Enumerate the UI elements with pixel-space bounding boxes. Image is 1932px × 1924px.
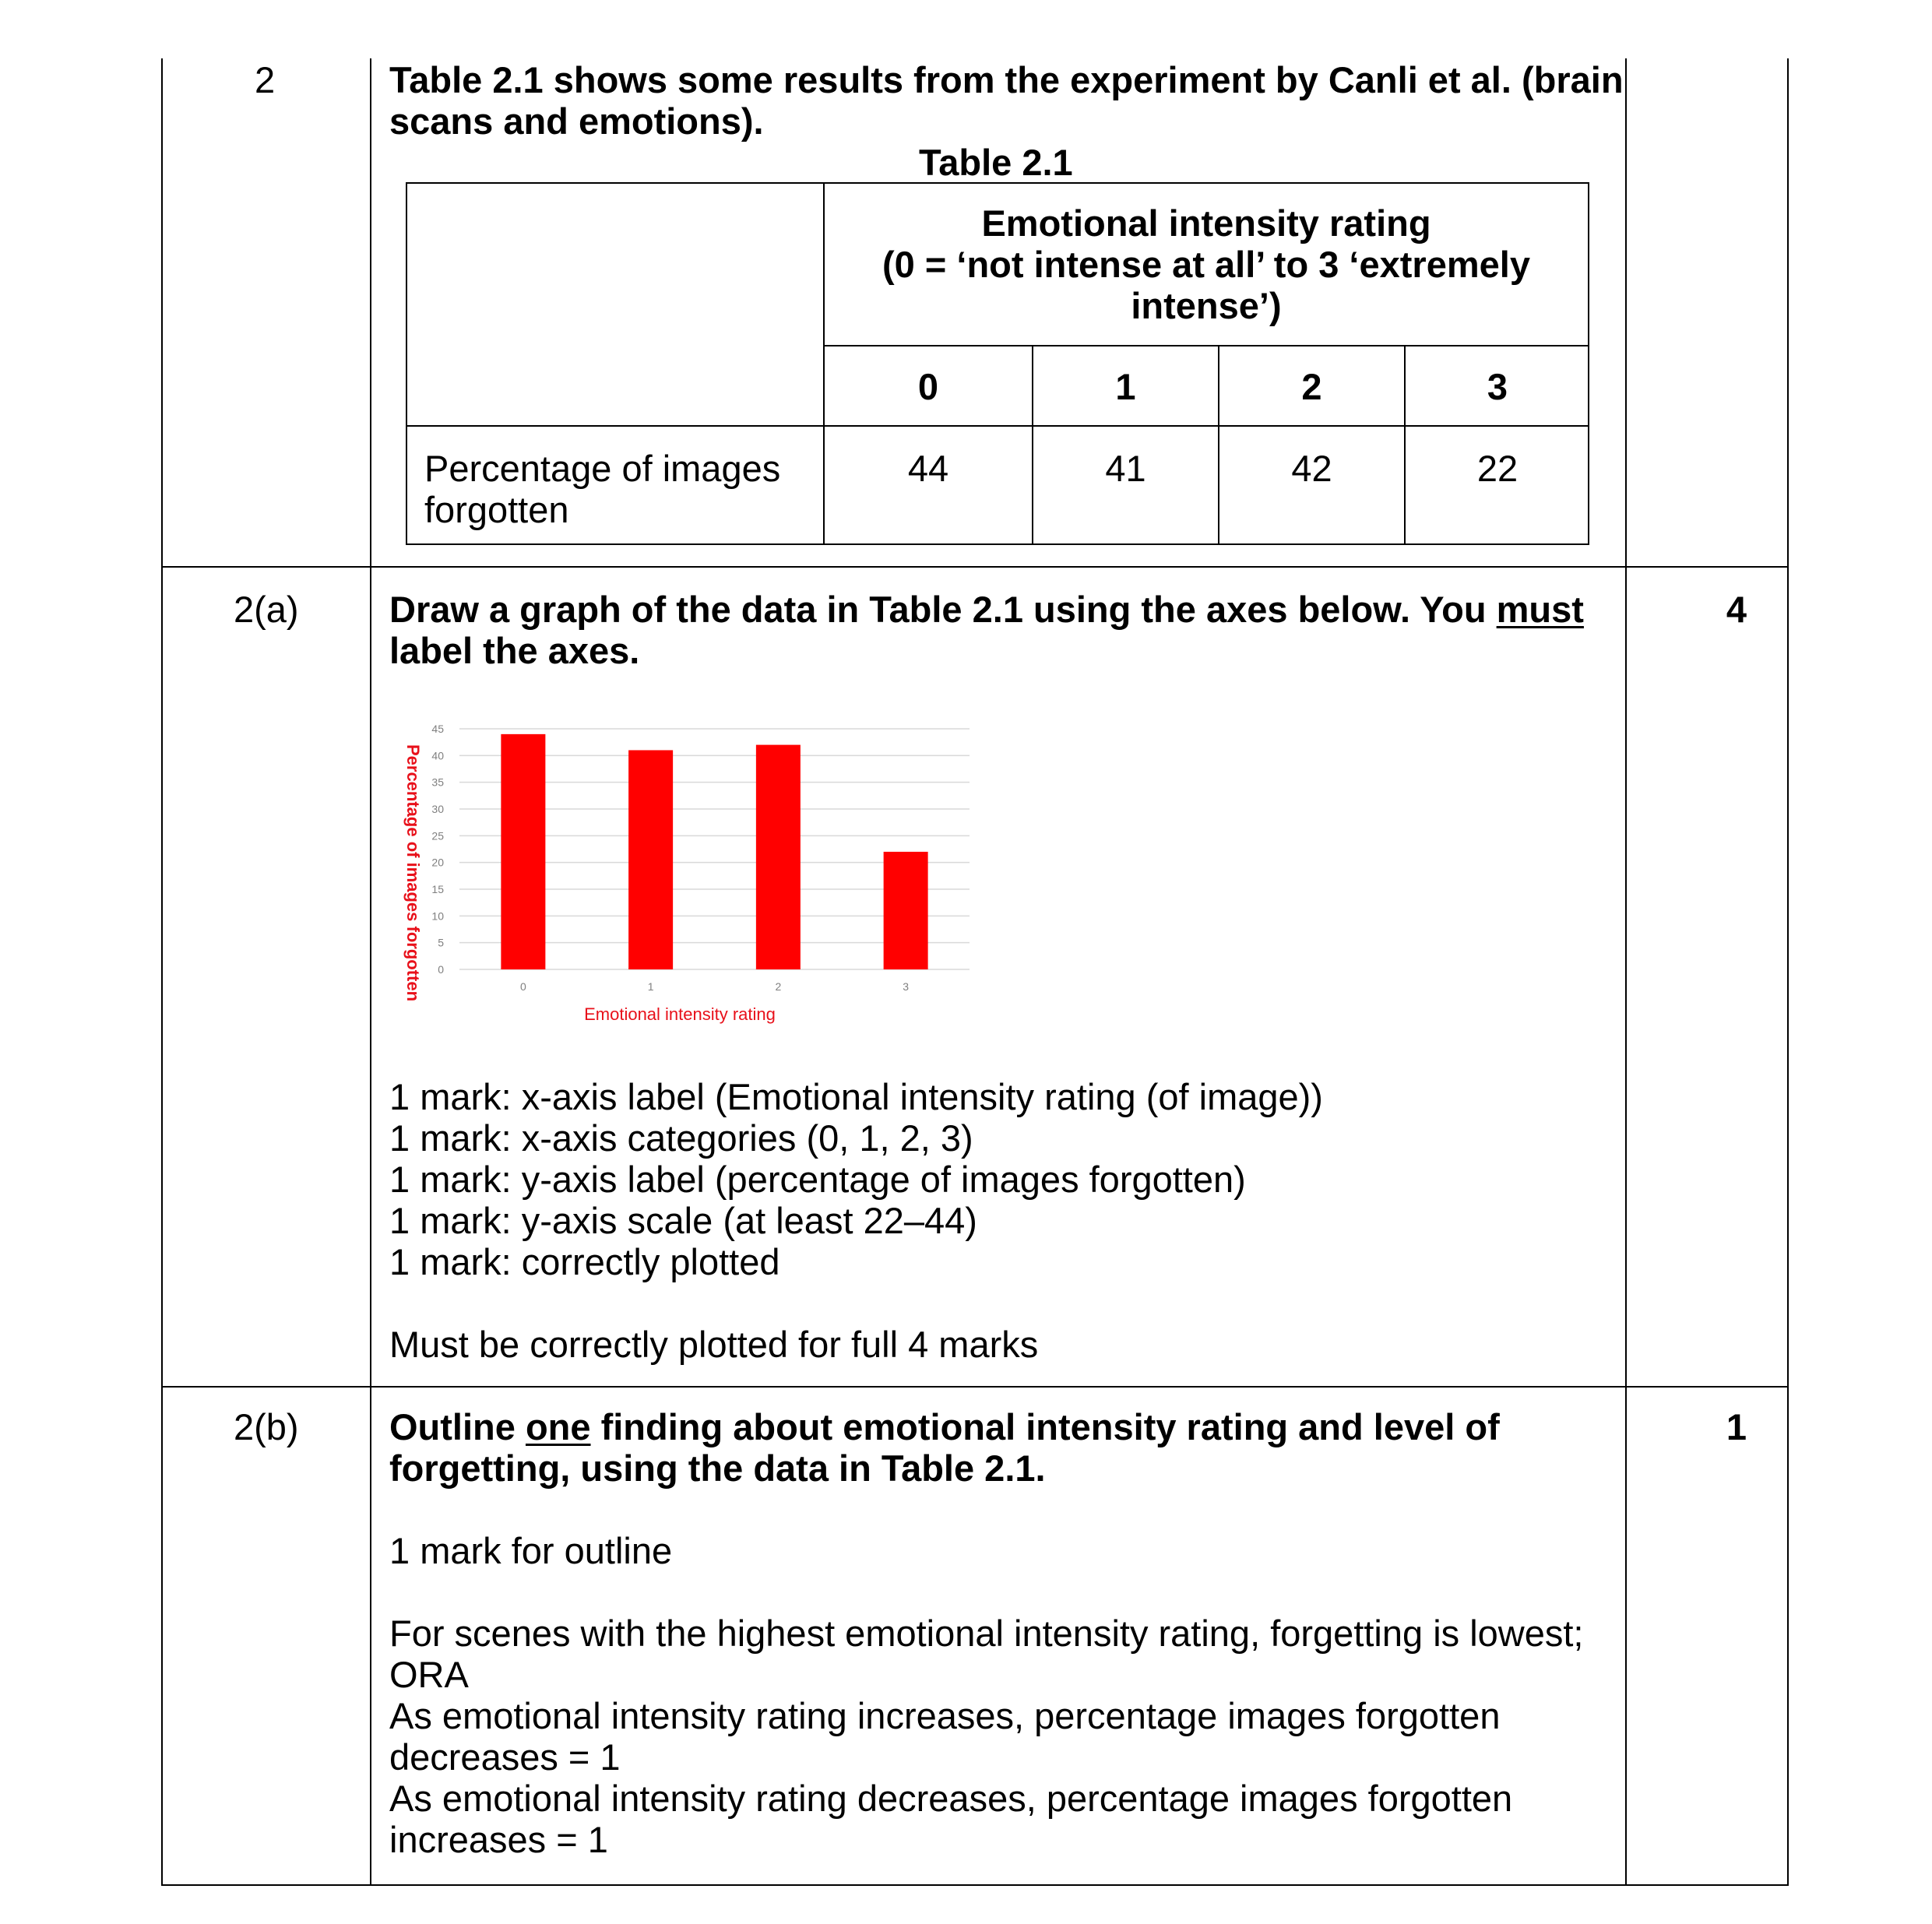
answer-line-4: decreases = 1 (389, 1736, 621, 1778)
chart-x-tick-label: 0 (519, 980, 526, 993)
chart-y-tick-label: 45 (431, 723, 444, 735)
table-caption: Table 2.1 (919, 142, 1073, 183)
chart-x-axis-label: Emotional intensity rating (584, 1004, 776, 1024)
mark-scheme-note: Must be correctly plotted for full 4 marks (389, 1324, 1039, 1365)
question-2a-stem-line1: Draw a graph of the data in Table 2.1 using the axes below. You must (389, 589, 1584, 630)
chart-y-axis-label: Percentage of images forgotten (403, 744, 423, 1002)
column-header-0: 0 (917, 366, 939, 407)
answer-line-2: ORA (389, 1654, 469, 1695)
question-number-2b: 2(b) (234, 1406, 299, 1447)
row-label-line2: forgotten (424, 489, 569, 530)
chart-y-tick-label: 5 (438, 936, 444, 949)
chart-y-tick-label: 15 (431, 883, 444, 895)
marks-2a: 4 (1726, 589, 1747, 630)
column-header-2: 2 (1301, 366, 1322, 407)
table-border-bottom (161, 1884, 1789, 1886)
chart-x-tick-label: 3 (903, 980, 910, 993)
answer-line-5: As emotional intensity rating decreases, percentage images forgotten (389, 1778, 1513, 1819)
chart-y-tick-label: 25 (431, 829, 444, 842)
table-border-left (161, 58, 163, 1886)
table-value-0: 44 (907, 448, 949, 489)
chart-y-tick-label: 30 (431, 803, 444, 815)
table-value-2: 42 (1291, 448, 1332, 489)
question-2b-stem-line2: forgetting, using the data in Table 2.1. (389, 1447, 1046, 1489)
column-header-3: 3 (1487, 366, 1508, 407)
question-2-stem-line2: scans and emotions). (389, 100, 764, 142)
chart-bar-1 (628, 750, 673, 969)
mark-scheme-line-1: 1 mark: x-axis label (Emotional intensity rating (of image)) (389, 1076, 1323, 1117)
mark-scheme-line-3: 1 mark: y-axis label (percentage of images forgotten) (389, 1159, 1246, 1200)
question-number-2: 2 (255, 59, 276, 100)
table-border-right (1787, 58, 1789, 1886)
chart-y-tick-label: 40 (431, 749, 444, 762)
guidance-2b: 1 mark for outline (389, 1530, 673, 1571)
table-header-line3: intense’) (1131, 285, 1282, 326)
chart-y-tick-label: 20 (431, 856, 444, 869)
answer-line-1: For scenes with the highest emotional intensity rating, forgetting is lowest; (389, 1613, 1584, 1654)
mark-scheme-line-4: 1 mark: y-axis scale (at least 22–44) (389, 1200, 977, 1241)
question-2-stem-line1: Table 2.1 shows some results from the experiment by Canli et al. (brain (389, 59, 1624, 100)
emphasis-one: one (525, 1406, 591, 1447)
chart-x-tick-label: 2 (775, 980, 782, 993)
chart-y-tick-label: 10 (431, 909, 444, 923)
chart-bar-2 (756, 745, 801, 969)
chart-bar-3 (884, 852, 928, 969)
table-header-line1: Emotional intensity rating (981, 202, 1431, 244)
row-label-line1: Percentage of images (424, 448, 781, 489)
table-header-line2: (0 = ‘not intense at all’ to 3 ‘extremely (882, 244, 1530, 285)
table-value-3: 22 (1476, 448, 1519, 489)
data-table-divider-header (823, 345, 1589, 346)
table-divider-number-column (370, 58, 371, 1886)
chart-y-tick-label: 35 (431, 776, 444, 789)
bar-chart (401, 715, 973, 1030)
column-header-1: 1 (1115, 366, 1136, 407)
question-number-2a: 2(a) (234, 589, 299, 630)
emphasis-must: must (1496, 589, 1584, 630)
mark-scheme-line-5: 1 mark: correctly plotted (389, 1241, 780, 1282)
data-table-divider-body (406, 425, 1589, 427)
row-divider-2b (161, 1386, 1789, 1388)
mark-scheme-line-2: 1 mark: x-axis categories (0, 1, 2, 3) (389, 1117, 973, 1159)
answer-line-6: increases = 1 (389, 1819, 608, 1860)
chart-bar-0 (501, 734, 545, 969)
marks-2b: 1 (1726, 1406, 1747, 1447)
question-2b-stem-line1: Outline one finding about emotional intensity rating and level of (389, 1406, 1500, 1447)
chart-y-tick-label: 0 (438, 963, 444, 976)
row-divider-2a (161, 566, 1789, 568)
answer-line-3: As emotional intensity rating increases, percentage images forgotten (389, 1695, 1501, 1736)
chart-x-tick-label: 1 (647, 980, 654, 993)
table-value-1: 41 (1105, 448, 1146, 489)
table-divider-marks-column (1625, 58, 1627, 1886)
question-2a-stem-line2: label the axes. (389, 630, 640, 671)
